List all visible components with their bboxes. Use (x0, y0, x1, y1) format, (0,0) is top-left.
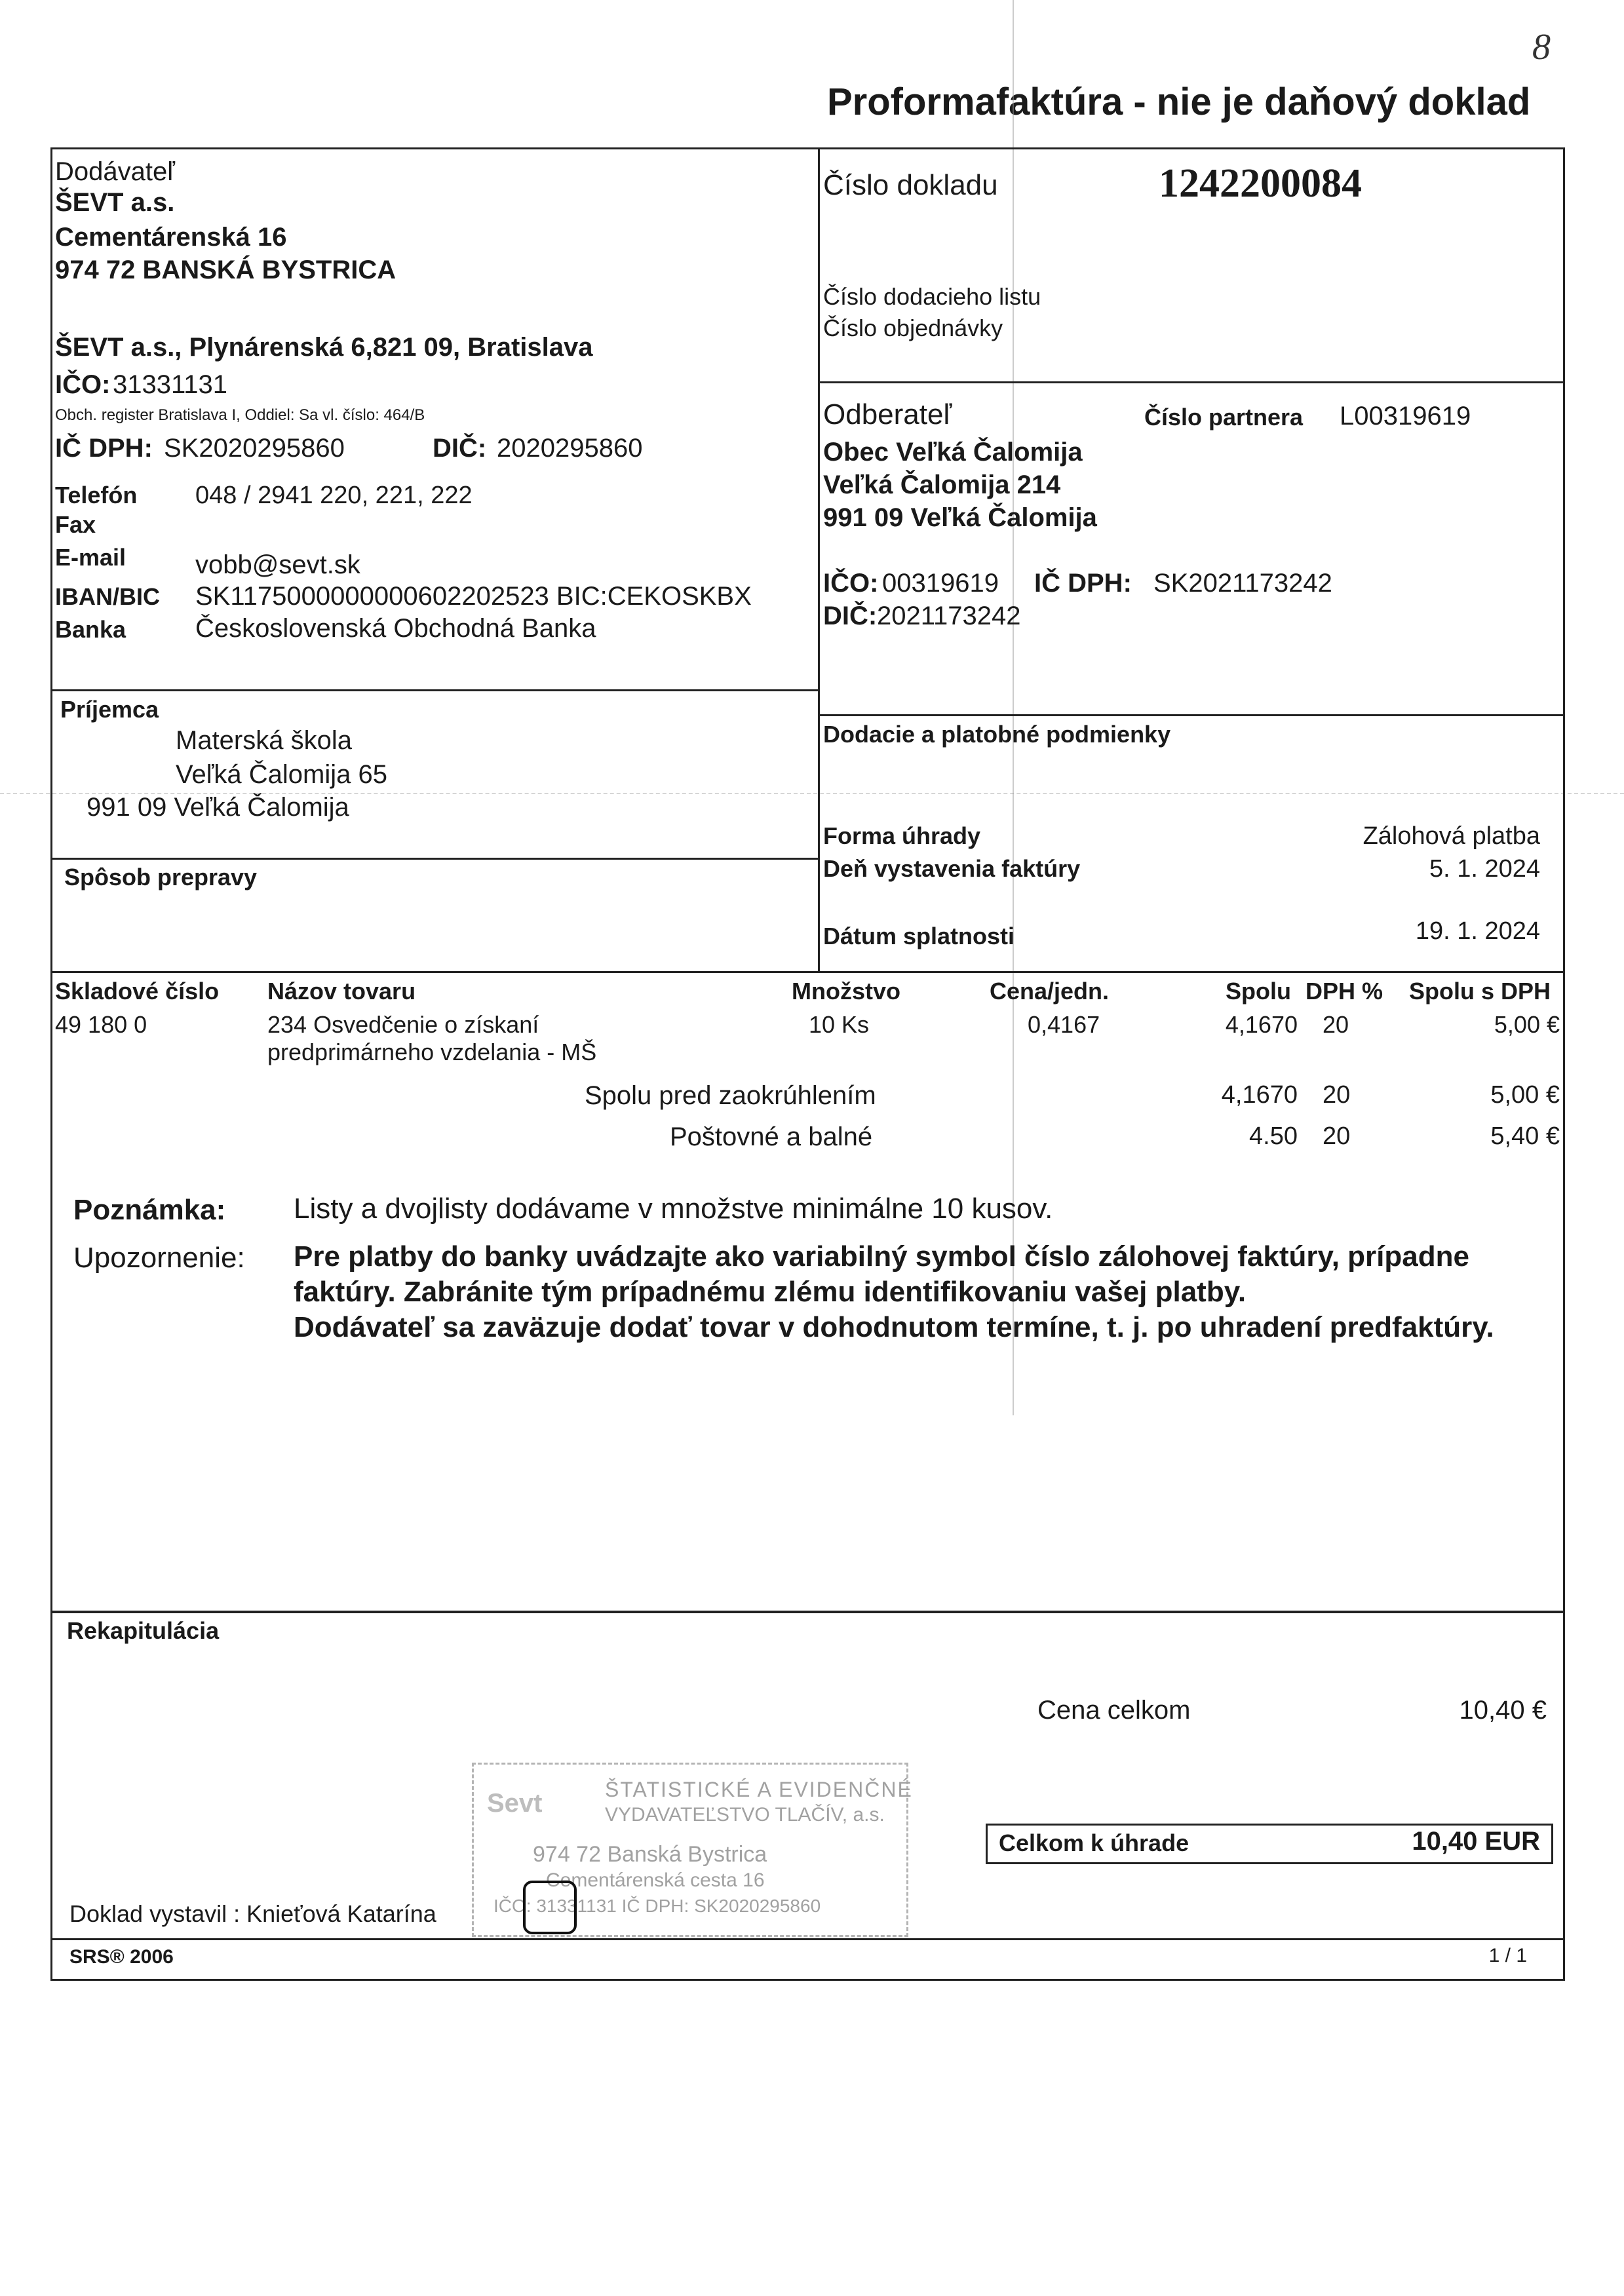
stamp-line1: ŠTATISTICKÉ A EVIDENČNÉ (605, 1778, 913, 1801)
warning-line3: Dodávateľ sa zaväzuje dodať tovar v dohodnutom termíne, t. j. po uhradení predfaktúry. (294, 1311, 1494, 1343)
customer-ico: 00319619 (882, 569, 999, 598)
transport-label: Spôsob prepravy (64, 864, 258, 890)
stamp-line2: VYDAVATEĽSTVO TLAČÍV, a.s. (605, 1804, 885, 1826)
email-value: vobb@sevt.sk (195, 550, 360, 579)
partner-label: Číslo partnera (1144, 404, 1304, 430)
subtotal-label: Spolu pred zaokrúhlením (585, 1081, 876, 1110)
svg-text:Sevt: Sevt (487, 1789, 543, 1818)
col-total-vat-header: Spolu s DPH (1409, 978, 1551, 1004)
customer-icdph: SK2021173242 (1153, 569, 1332, 598)
bank-value: Československá Obchodná Banka (195, 614, 596, 643)
subtotal-vat: 20 (1323, 1081, 1351, 1109)
item-unit-price: 0,4167 (1028, 1011, 1100, 1038)
col-unit-price-header: Cena/jedn. (990, 978, 1110, 1004)
recipient-section-label: Príjemca (60, 696, 159, 723)
phone-value: 048 / 2941 220, 221, 222 (195, 482, 473, 509)
item-vat: 20 (1323, 1011, 1349, 1038)
stamp-line3: 974 72 Banská Bystrica (533, 1842, 767, 1867)
col-sku-header: Skladové číslo (55, 978, 220, 1004)
document-number: 1242200084 (1159, 161, 1362, 206)
iban-value: SK1175000000000602202523 BIC:CEKOSKBX (195, 582, 752, 611)
customer-dic-label: DIČ: (823, 602, 878, 630)
supplier-ico: 31331131 (113, 370, 227, 399)
page-mark: 8 (1532, 27, 1551, 67)
amount-due-value: 10,40 EUR (1412, 1827, 1540, 1856)
supplier-dic: 2020295860 (497, 434, 643, 463)
note-text: Listy a dvojlisty dodávame v množstve minimálne 10 kusov. (294, 1193, 1053, 1225)
warning-line1: Pre platby do banky uvádzajte ako variabilný symbol číslo zálohovej faktúry, prípadne (294, 1240, 1469, 1272)
stamp-line4: Cementárenská cesta 16 (546, 1869, 765, 1891)
supplier-name: ŠEVT a.s. (55, 188, 175, 217)
recipient-line1: Materská škola (176, 726, 352, 755)
email-label: E-mail (55, 544, 126, 571)
document-number-label: Číslo dokladu (823, 169, 998, 201)
supplier-ico-label: IČO: (55, 370, 111, 399)
customer-city: 991 09 Veľká Čalomija (823, 503, 1097, 532)
customer-name: Obec Veľká Čalomija (823, 438, 1083, 467)
customer-street: Veľká Čalomija 214 (823, 470, 1061, 499)
col-total-header: Spolu (1226, 978, 1291, 1004)
amount-due-label: Celkom k úhrade (999, 1829, 1189, 1856)
due-date-value: 19. 1. 2024 (1415, 917, 1540, 945)
customer-ico-label: IČO: (823, 569, 879, 598)
customer-icdph-label: IČ DPH: (1034, 569, 1132, 598)
warning-label: Upozornenie: (73, 1242, 245, 1274)
item-total: 4,1670 (1225, 1011, 1298, 1038)
fax-label: Fax (55, 511, 96, 538)
supplier-city: 974 72 BANSKÁ BYSTRICA (55, 256, 396, 284)
due-date-label: Dátum splatnosti (823, 923, 1015, 949)
col-qty-header: Množstvo (792, 978, 900, 1004)
supplier-dic-label: DIČ: (433, 434, 487, 463)
issued-by: Doklad vystavil : Knieťová Katarína (69, 1900, 436, 1927)
col-vat-header: DPH % (1305, 978, 1383, 1004)
supplier-register: Obch. register Bratislava I, Oddiel: Sa vl. číslo: 464/B (55, 406, 425, 424)
subtotal-total: 4,1670 (1221, 1081, 1298, 1109)
supplier-section-label: Dodávateľ (55, 157, 175, 186)
delivery-note-label: Číslo dodacieho listu (823, 283, 1041, 310)
customer-dic: 2021173242 (877, 602, 1021, 630)
terms-divider (818, 714, 1565, 716)
item-qty: 10 Ks (809, 1011, 870, 1038)
item-name-line2: predprimárneho vzdelania - MŠ (267, 1039, 597, 1065)
item-sku: 49 180 0 (55, 1011, 147, 1038)
subtotal-total-vat: 5,00 € (1490, 1081, 1560, 1109)
issue-date-label: Deň vystavenia faktúry (823, 855, 1081, 882)
document-title: Proformafaktúra - nie je daňový doklad (827, 81, 1531, 123)
footer-divider (50, 1938, 1565, 1940)
page-number: 1 / 1 (1488, 1945, 1527, 1966)
supplier-icdph-label: IČ DPH: (55, 434, 153, 463)
item-name-line1: 234 Osvedčenie o získaní (267, 1011, 539, 1038)
col-name-header: Názov tovaru (267, 978, 416, 1004)
supplier-street: Cementárenská 16 (55, 223, 287, 252)
recipient-line3: 991 09 Veľká Čalomija (87, 793, 349, 822)
customer-divider (818, 381, 1565, 383)
shipping-vat: 20 (1323, 1122, 1351, 1150)
recipient-line2: Veľká Čalomija 65 (176, 760, 387, 789)
partner-value: L00319619 (1340, 402, 1471, 430)
total-label: Cena celkom (1037, 1696, 1191, 1725)
note-label: Poznámka: (73, 1194, 226, 1226)
order-label: Číslo objednávky (823, 315, 1003, 341)
item-total-vat: 5,00 € (1494, 1011, 1560, 1038)
issue-date-value: 5. 1. 2024 (1429, 855, 1540, 883)
shipping-label: Poštovné a balné (670, 1122, 873, 1151)
payment-form-label: Forma úhrady (823, 822, 981, 849)
supplier-icdph: SK2020295860 (164, 434, 345, 463)
payment-form-value: Zálohová platba (1363, 822, 1540, 850)
shipping-total: 4.50 (1249, 1122, 1298, 1150)
stamp-line5: IČO: 31331131 IČ DPH: SK2020295860 (493, 1896, 821, 1916)
iban-label: IBAN/BIC (55, 583, 160, 610)
warning-line2: faktúry. Zabránite tým prípadnému zlému identifikovaniu vašej platby. (294, 1276, 1247, 1308)
terms-label: Dodacie a platobné podmienky (823, 721, 1171, 748)
sevt-logo-icon (486, 1780, 558, 1826)
shipping-total-vat: 5,40 € (1490, 1122, 1560, 1150)
supplier-branch: ŠEVT a.s., Plynárenská 6,821 09, Bratislava (55, 333, 593, 362)
summary-label: Rekapitulácia (67, 1617, 220, 1644)
recipient-box (50, 689, 820, 860)
phone-label: Telefón (55, 482, 138, 508)
total-value: 10,40 € (1459, 1696, 1547, 1725)
software-label: SRS® 2006 (69, 1946, 174, 1968)
bank-label: Banka (55, 616, 126, 643)
signature-box-icon (523, 1881, 577, 1934)
customer-section-label: Odberateľ (823, 398, 952, 430)
